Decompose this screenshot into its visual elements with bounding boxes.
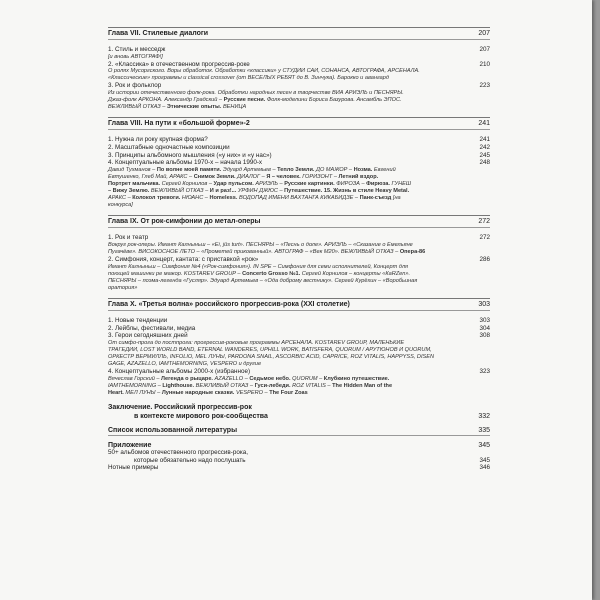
page-number: 345	[478, 442, 490, 450]
entry-description: Давид Тухманов – По волне моей памяти. Эдуард Артемьев – Тепло Земли. ДО МАЖОР – Нозма. Евгений Евтушенко, Глеб Май, АРАКС – Снимок Земли. ДИАЛОГ – Я – человек. ГОРИЗОНТ – Летний вздор. Портрет мальчика. Сергей Корнилов – Удар пульсом. АРИЭЛЬ – Русские картинки. ФИРОЗА – Фирюза. ГУНЕШ – Вижу Землю. ВЕЖЛИВЫЙ ОТКАЗ – И и раз!... УРФИН ДЖЮС – Путешествие. 15. Жизнь в стиле Heavy Metal. АРАКС – Колокол тревоги. НЮАНС – Homeless. ВОДОПАД ИМЕНИ ВАХТАНГА КИКАБИДЗЕ – Панк-съезд [на конкурса]	[108, 166, 412, 209]
page-number: 207	[478, 30, 490, 37]
conclusion-entry: Заключение. Российский прогрессив-рок в контексте мирового рок-сообщества 332	[108, 404, 490, 421]
page-number: 241	[478, 120, 490, 128]
entry-description: Вокруг рок-оперы. Имант Калныньш – «Ei, jūs turt». ПЕСНЯРЫ – «Песнь о доле». АРИЭЛЬ – «Сказание о Емельяне Пугачёве». ВИСОКОСНОЕ ЛЕТО – «Прометей прикованный». АВТОГРАФ – «Век М20». ВЕЖЛИВЫЙ ОТКАЗ – Опера-86	[108, 241, 426, 255]
entry-description: От симфо-прога до постпрога: прогрессив-роковые программы АРСЕНАЛА. KOSTAREV GROUP, МАЛЕНЬКИЕ ТРАГЕДИИ, LOST WORLD BAND, ETERNAL WANDERES, UPHILL WORK, BATISFERA, QUORUM / АРУТЮНОВ И QUORUM, ОРКЕСТР ВЕРМИЛЛЬ, INFOLIO, MEL ЛУНЫ, PARDONA SNAIL, ASCORBIC ACID, CAPRICE, ROZ VITALIS, HAPPYSS, DISEN GAGE, AZAZELLO, IAMTHEMORNING, VESPERO и другие	[108, 339, 435, 368]
page-number: 335	[478, 427, 490, 435]
toc-entry: которые обязательно надо послушать 345	[134, 456, 490, 464]
page-number: 303	[478, 301, 490, 309]
toc-entry: Нотные примеры 346	[108, 464, 490, 472]
chapter-heading	[108, 117, 490, 130]
toc-entry: 4. Концептуальные альбомы 2000-х (избранное) 323	[108, 368, 490, 376]
toc-entry: 2. Симфония, концерт, кантата: с приставкой «рок» 286	[108, 256, 490, 264]
appendix-entry: Приложение 345	[108, 442, 490, 450]
toc-entry: 1. Новые тенденции 303	[108, 317, 490, 325]
toc-entry: 3. Герои сегодняшних дней 308	[108, 332, 490, 340]
chapter-title: Глава X. «Третья волна» российского прогрессив-рока (XXI столетие)	[108, 301, 350, 309]
table-of-contents	[108, 27, 490, 472]
chapter-title: Глава VIII. На пути к «большой форме»-2	[108, 120, 250, 128]
chapter-title: Глава VII. Стилевые диалоги	[108, 30, 209, 37]
toc-entry: 2. «Классика» в отечественном прогрессив-роке 210	[108, 60, 490, 68]
chapter-title: Глава IX. От рок-симфонии до метал-оперы	[108, 218, 261, 226]
toc-entry: 1. Стиль и месседж 207	[108, 46, 490, 53]
entry-description: О ролях Мусоргского. Воры обработок. Обработки «классики» у СТУДИИ САИ, СОНАНСА, АВТОГРАФА, АРСЕНАЛА. «Классические» программы и classical crossover (от ВЕСЕЛЫХ РЕБЯТ до В. Зинчука). Барокко и авангард	[108, 68, 420, 82]
toc-entry: 3. Рок и фольклор 223	[108, 82, 490, 90]
toc-entry: 1. Рок и театр 272	[108, 234, 490, 242]
toc-entry: 1. Нужна ли року крупная форма? 241	[108, 136, 490, 144]
entry-description: Из истории отечественного фолк-рока. Обработки народных песен в творчестве ВИА АРИЭЛЬ и ПЕСНЯРЫ. Джаз-фолк АРКОНА. Александр Градский – Русские песни. Фолк-моделини Бориса Базурова. Ансамбль ЭПОС. ВЕЖЛИВЫЙ ОТКАЗ – Этнические опыты. ВЕНИЦА	[108, 90, 404, 111]
toc-entry: 3. Принципы альбомного мышления («у них» и «у нас») 245	[108, 151, 490, 159]
page-number: 332	[478, 413, 490, 421]
chapter-heading	[108, 27, 490, 40]
entry-description: Вячеслав Горский – Легенда о рыцаре. AZAZELLO – Седьмое небо. QUORUM – Клубкино путешествие. IAMTHEMORNING – Lighthouse. ВЕЖЛИВЫЙ ОТКАЗ – Гуси-лебеди. ROZ VITALIS – The Hidden Man of the Heart. МЕЛ ЛУНЫ – Лунные народные сказки. VESPERO – The Four Zoas	[108, 375, 393, 396]
entry-note: [и вновь АВТОГРАФ!]	[108, 53, 163, 60]
toc-entry: 2. Масштабные одночастные композиции 242	[108, 143, 490, 151]
literature-entry: Список использованной литературы 335	[108, 427, 490, 435]
chapter-heading	[108, 215, 490, 228]
entry-description: Имант Калныньш – Симфония №4 («Рок-симфония»). IN SPE – Симфония для семи исполнителей, Концерт для поющей машинки ре мажор. KOSTAREV GROUP – Concerto Grosso №1. Сергей Корнилов – концерты «КаRZen». ПЕСНЯРЫ – поэма-легенда «Гусляр». Эдуард Артемьев – «Ода доброму вестнику». Сергей Курёхин – «Воробьиная оратория»	[108, 263, 418, 291]
toc-entry: 2. Лейблы, фестивали, медиа 304	[108, 324, 490, 332]
chapter-heading	[108, 298, 490, 311]
page-number: 272	[478, 218, 490, 226]
toc-entry: 50+ альбомов отечественного прогрессив-рока,	[108, 449, 248, 457]
toc-entry: 4. Концептуальные альбомы 1970-х – начала 1990-х 248	[108, 159, 490, 167]
